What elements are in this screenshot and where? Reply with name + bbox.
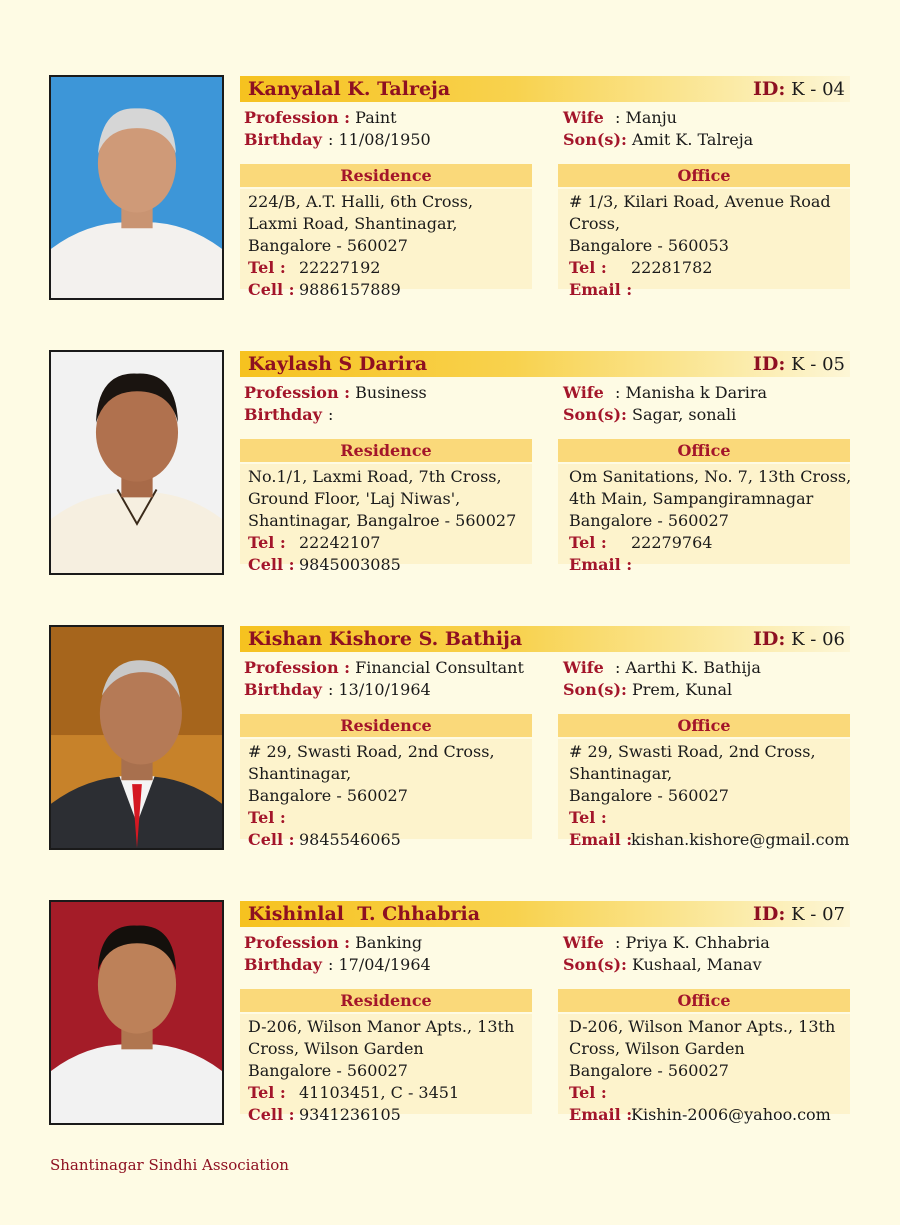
email-value: kishan.kishore@gmail.com [631,830,850,849]
member-name: Kaylash S Darira [248,353,428,375]
sons-label: Son(s): [563,130,627,149]
member-card [0,625,900,855]
office-heading: Office [558,989,850,1012]
wife [563,657,761,679]
cell-label: Cell : [248,280,295,299]
office-box [558,739,850,849]
member-name: Kanyalal K. Talreja [248,78,451,100]
profession-label: Profession : [244,383,351,402]
wife-value: : Manisha k Darira [615,383,768,402]
member-name: Kishan Kishore S. Bathija [248,628,523,650]
residence-heading: Residence [240,714,532,737]
residence-line: # 29, Swasti Road, 2nd Cross, [248,742,495,761]
office-line: Bangalore - 560027 [569,1061,729,1080]
office-line: Cross, Wilson Garden [569,1039,745,1058]
office-tel [569,807,854,829]
email-label: Email : [569,555,633,574]
wife-label: Wife [563,933,604,952]
office-tel [569,257,854,279]
office-tel [569,532,854,554]
birthday-value: : 11/08/1950 [328,130,431,149]
birthday-label: Birthday [244,405,322,424]
residence-line: D-206, Wilson Manor Apts., 13th [248,1017,515,1036]
residence-line: 224/B, A.T. Halli, 6th Cross, [248,192,474,211]
office-email [569,279,854,301]
tel-value: 22281782 [631,258,713,277]
residence-line: Shantinagar, [248,764,352,783]
office-line: Bangalore - 560027 [569,786,729,805]
residence-tel [248,532,533,554]
profession-value: Banking [355,933,423,952]
office-line: # 1/3, Kilari Road, Avenue Road [569,192,831,211]
office-line: 4th Main, Sampangiramnagar [569,489,814,508]
footer-text: Shantinagar Sindhi Association [50,1156,289,1174]
residence-heading: Residence [240,439,532,462]
profession-label: Profession : [244,108,351,127]
profession-value: Paint [355,108,397,127]
profession [244,382,427,404]
residence-tel [248,807,533,829]
residence-line: Cross, Wilson Garden [248,1039,424,1058]
office-line: Om Sanitations, No. 7, 13th Cross, [569,467,852,486]
office-email [569,554,854,576]
birthday [244,679,431,701]
profession [244,107,397,129]
cell-value: 9886157889 [299,280,401,299]
id-label: ID: [752,628,786,650]
profession [244,932,422,954]
sons [563,679,732,701]
residence-box [240,464,532,574]
member-name: Kishinlal T. Chhabria [248,903,481,925]
office-box [558,189,850,299]
tel-value: 22242107 [299,533,381,552]
member-photo [49,625,224,850]
email-label: Email : [569,830,633,849]
member-photo [49,75,224,300]
tel-label: Tel : [569,808,607,827]
name-bar [240,901,850,927]
sons-value: Sagar, sonali [632,405,737,424]
office-line: D-206, Wilson Manor Apts., 13th [569,1017,836,1036]
profession-label: Profession : [244,658,351,677]
tel-value: 22227192 [299,258,381,277]
residence-cell [248,1104,533,1126]
id-label: ID: [752,353,786,375]
cell-value: 9341236105 [299,1105,401,1124]
birthday-label: Birthday [244,130,322,149]
birthday-value: : 17/04/1964 [328,955,431,974]
sons-label: Son(s): [563,955,627,974]
office-line: # 29, Swasti Road, 2nd Cross, [569,742,816,761]
id-value: K - 04 [791,79,845,100]
profession-value: Financial Consultant [355,658,524,677]
residence-line: Ground Floor, 'Laj Niwas', [248,489,461,508]
birthday-value: : 13/10/1964 [328,680,431,699]
tel-label: Tel : [569,1083,607,1102]
office-box [558,464,852,574]
tel-label: Tel : [569,533,607,552]
profession-label: Profession : [244,933,351,952]
member-card [0,75,900,305]
cell-label: Cell : [248,555,295,574]
cell-label: Cell : [248,830,295,849]
wife-value: : Aarthi K. Bathija [615,658,761,677]
id-value: K - 05 [791,354,845,375]
office-heading: Office [558,714,850,737]
email-label: Email : [569,280,633,299]
residence-cell [248,554,533,576]
member-card [0,900,900,1130]
id-value: K - 07 [791,904,845,925]
residence-heading: Residence [240,164,532,187]
sons-label: Son(s): [563,680,627,699]
residence-line: Bangalore - 560027 [248,236,408,255]
residence-line: Laxmi Road, Shantinagar, [248,214,458,233]
office-line: Shantinagar, [569,764,673,783]
office-email [569,829,854,851]
office-heading: Office [558,439,850,462]
residence-line: Bangalore - 560027 [248,786,408,805]
member-id [753,628,845,650]
tel-label: Tel : [248,533,286,552]
sons-value: Kushaal, Manav [632,955,762,974]
office-line: Bangalore - 560027 [569,511,729,530]
residence-box [240,739,532,849]
tel-label: Tel : [248,808,286,827]
office-box [558,1014,850,1124]
sons [563,404,736,426]
residence-heading: Residence [240,989,532,1012]
sons-label: Son(s): [563,405,627,424]
birthday-label: Birthday [244,955,322,974]
birthday-label: Birthday [244,680,322,699]
office-tel [569,1082,854,1104]
birthday [244,954,431,976]
tel-label: Tel : [248,258,286,277]
name-bar [240,351,850,377]
wife-value: : Priya K. Chhabria [615,933,770,952]
tel-label: Tel : [569,258,607,277]
residence-line: No.1/1, Laxmi Road, 7th Cross, [248,467,502,486]
member-id [753,78,845,100]
profession [244,657,524,679]
id-label: ID: [752,78,786,100]
residence-cell [248,279,533,301]
sons-value: Prem, Kunal [632,680,733,699]
member-id [753,903,845,925]
residence-box [240,189,532,299]
member-photo [49,900,224,1125]
office-email [569,1104,854,1126]
email-label: Email : [569,1105,633,1124]
id-label: ID: [752,903,786,925]
member-card [0,350,900,580]
office-line: Bangalore - 560053 [569,236,729,255]
sons [563,954,762,976]
id-value: K - 06 [791,629,845,650]
wife [563,107,677,129]
residence-tel [248,1082,533,1104]
name-bar [240,626,850,652]
cell-label: Cell : [248,1105,295,1124]
cell-value: 9845003085 [299,555,401,574]
residence-line: Shantinagar, Bangalroe - 560027 [248,511,517,530]
wife-label: Wife [563,658,604,677]
residence-box [240,1014,532,1124]
member-id [753,353,845,375]
birthday-value: : [328,405,334,424]
office-line: Cross, [569,214,621,233]
wife-label: Wife [563,108,604,127]
tel-value: 41103451, C - 3451 [299,1083,460,1102]
residence-line: Bangalore - 560027 [248,1061,408,1080]
sons [563,129,753,151]
birthday [244,129,431,151]
cell-value: 9845546065 [299,830,401,849]
wife [563,932,770,954]
wife-label: Wife [563,383,604,402]
sons-value: Amit K. Talreja [632,130,754,149]
member-photo [49,350,224,575]
email-value: Kishin-2006@yahoo.com [631,1105,831,1124]
wife [563,382,767,404]
profession-value: Business [355,383,427,402]
office-heading: Office [558,164,850,187]
name-bar [240,76,850,102]
birthday [244,404,333,426]
tel-value: 22279764 [631,533,713,552]
tel-label: Tel : [248,1083,286,1102]
residence-cell [248,829,533,851]
wife-value: : Manju [615,108,677,127]
residence-tel [248,257,533,279]
